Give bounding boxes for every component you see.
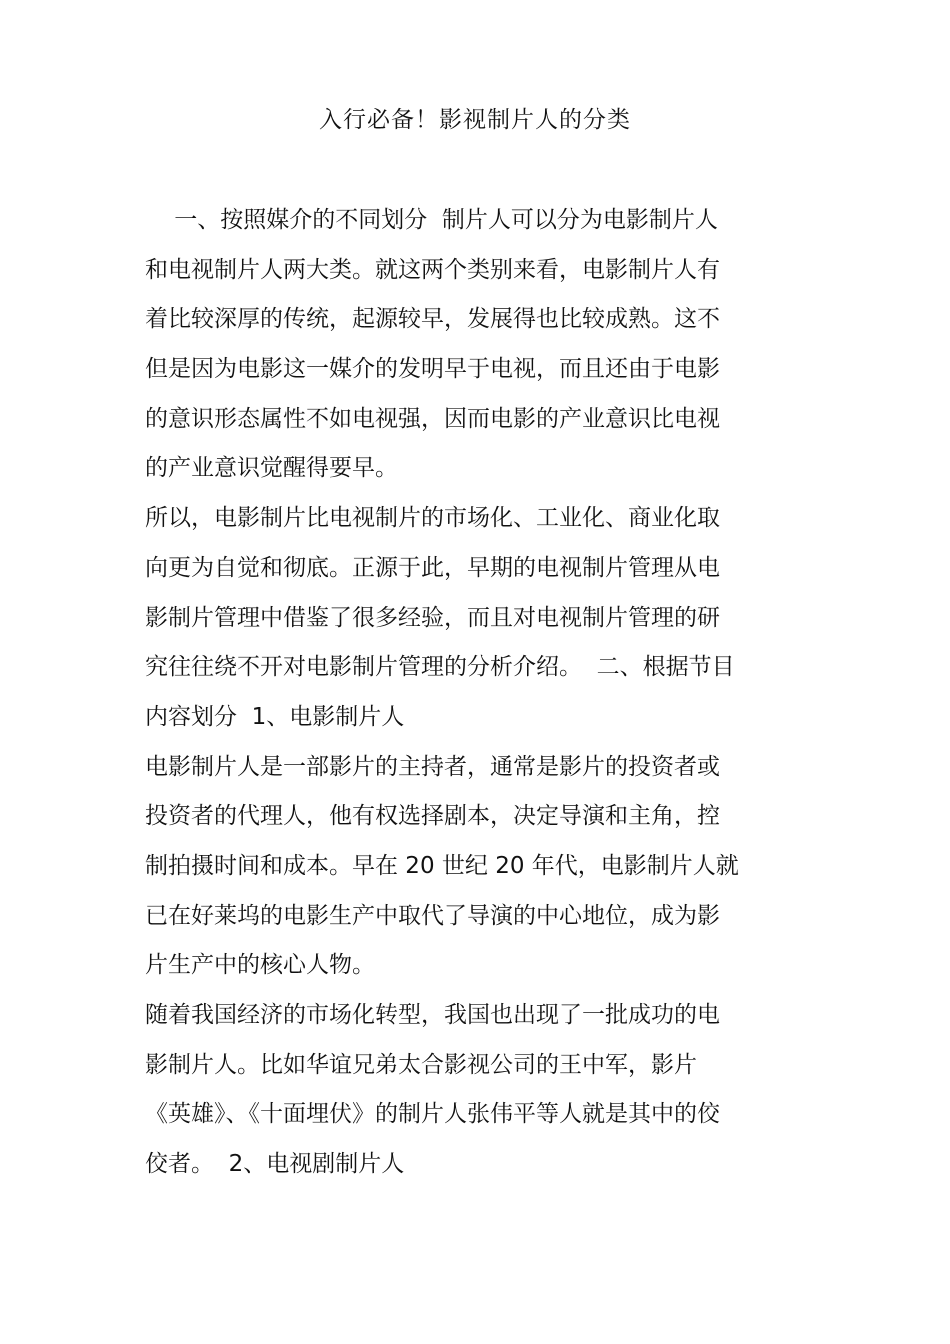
document-title: 入行必备！影视制片人的分类 [319,107,631,133]
text-line: 所以，电影制片比电视制片的市场化、工业化、商业化取 [145,505,720,532]
text-line: 的产业意识觉醒得要早。 [145,455,398,482]
text-line: 和电视制片人两大类。就这两个类别来看，电影制片人有 [145,256,720,283]
text-line: 《英雄》、《十面埋伏》的制片人张伟平等人就是其中的佼 [145,1101,720,1128]
text-line: 究往往绕不开对电影制片管理的分析介绍。 二、根据节目 [145,654,735,681]
text-line: 影制片管理中借鉴了很多经验，而且对电视制片管理的研 [145,604,720,631]
text-line: 着比较深厚的传统，起源较早，发展得也比较成熟。这不 [145,306,720,333]
text-line: 佼者。 2、电视剧制片人 [145,1151,405,1178]
text-line: 随着我国经济的市场化转型，我国也出现了一批成功的电 [145,1002,720,1028]
text-line: 但是因为电影这一媒介的发明早于电视，而且还由于电影 [145,356,720,383]
document-body [145,196,805,1190]
text-line: 的意识形态属性不如电视强，因而电影的产业意识比电视 [145,405,720,432]
text-line: 内容划分 1、电影制片人 [145,703,405,730]
text-line: 向更为自觉和彻底。正源于此，早期的电视制片管理从电 [145,554,720,581]
text-line: 电影制片人是一部影片的主持者，通常是影片的投资者或 [145,753,720,780]
text-line: 影制片人。比如华谊兄弟太合影视公司的王中军，影片 [145,1051,697,1078]
text-line: 投资者的代理人，他有权选择剧本，决定导演和主角，控 [145,803,720,830]
text-line: 一、按照媒介的不同划分 制片人可以分为电影制片人 [145,207,718,233]
text-line: 已在好莱坞的电影生产中取代了导演的中心地位，成为影 [145,902,720,929]
text-line: 片生产中的核心人物。 [145,952,375,979]
text-line: 制拍摄时间和成本。早在 20 世纪 20 年代，电影制片人就 [145,852,739,879]
